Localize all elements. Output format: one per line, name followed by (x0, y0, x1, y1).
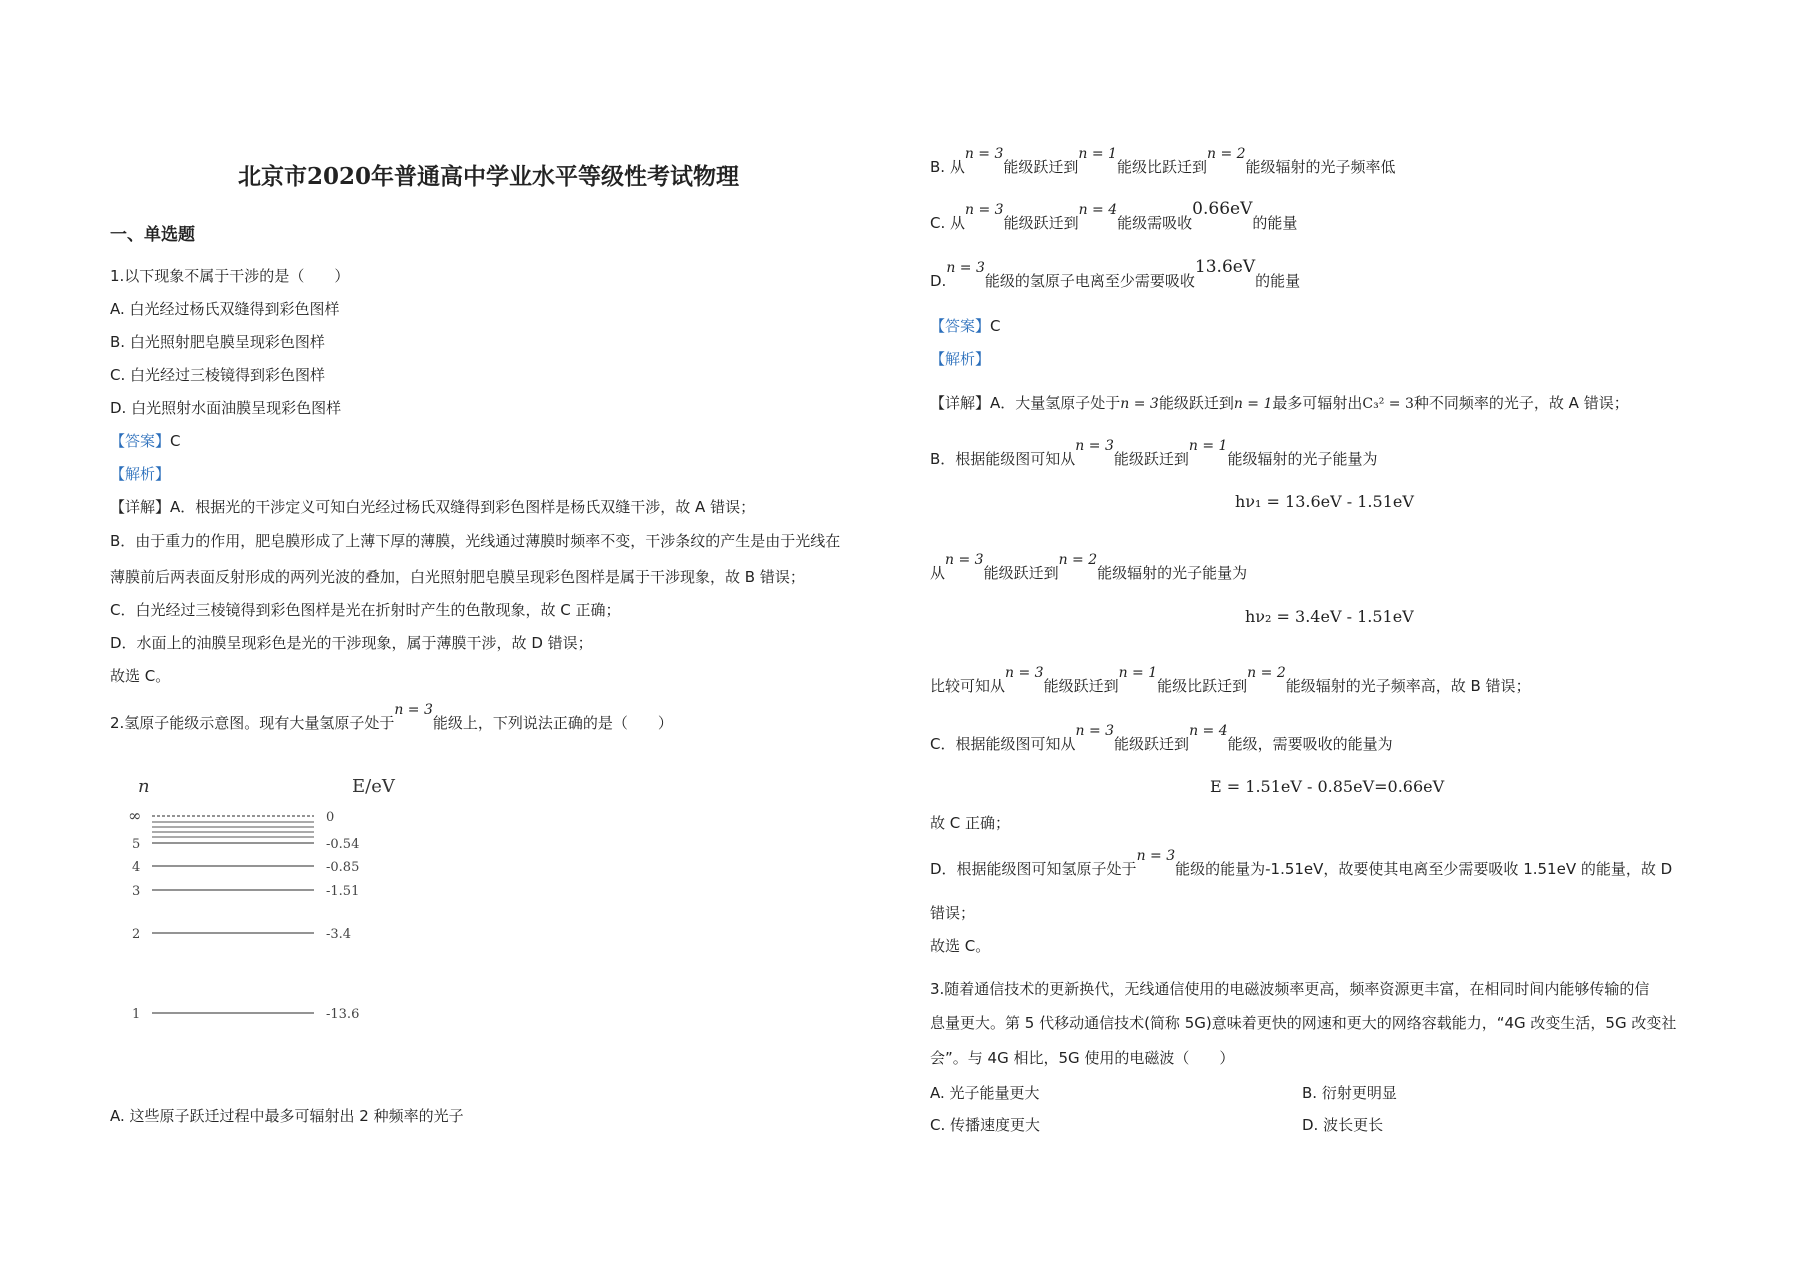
q3-option-d: D. 波长更长 (1302, 1116, 1384, 1134)
q2-stem-text: 2.氢原子能级示意图。现有大量氢原子处于 (110, 714, 395, 732)
q2-optb-math-1: n = 3 (964, 146, 1004, 162)
level-e-label: -0.54 (326, 837, 360, 852)
d4-text-4: 能级辐射的光子频率高，故 B 错误； (1285, 677, 1531, 695)
q2-optb-math-3: n = 2 (1206, 146, 1246, 162)
level-e-label: -0.85 (326, 860, 360, 875)
d2-math-2: n = 1 (1188, 438, 1228, 454)
q2-detail-7 (930, 848, 1673, 879)
q1-stem: 1.以下现象不属于干涉的是（ ） (110, 267, 350, 285)
q2-optb-text: B. 从 (930, 158, 965, 176)
d5-text: C．根据能级图可知从 (930, 735, 1076, 753)
q2-analysis-tag: 【解析】 (930, 350, 991, 368)
q2-optc-text-4: 的能量 (1252, 214, 1298, 232)
q2-optd-text: D. (930, 272, 947, 290)
section-heading: 一、单选题 (110, 225, 195, 245)
q2-detail-6: 故 C 正确； (930, 814, 1011, 832)
d1-text: 【详解】A．大量氢原子处于 (930, 394, 1121, 412)
answer-value: C (990, 317, 1001, 335)
diagram-n-label: n (138, 776, 150, 797)
d4-text-2: 能级跃迁到 (1043, 677, 1119, 695)
equation-2: hν₂ = 3.4eV - 1.51eV (1245, 607, 1414, 626)
q2-detail-8: 错误； (930, 904, 976, 922)
q1-answer (110, 430, 181, 451)
q1-detail-3: 薄膜前后两表面反射形成的两列光波的叠加，白光照射肥皂膜呈现彩色图样是属于干涉现象，故 B 错误； (110, 568, 805, 586)
d4-math-2: n = 1 (1118, 665, 1158, 681)
q2-optb-text-3: 能级比跃迁到 (1116, 158, 1207, 176)
d3-text: 从 (930, 564, 946, 582)
q2-option-b (930, 146, 1396, 177)
level-n-label: 4 (132, 860, 141, 875)
level-e-label: -1.51 (326, 884, 360, 899)
d3-text-2: 能级跃迁到 (983, 564, 1059, 582)
q1-option-d: D. 白光照射水面油膜呈现彩色图样 (110, 399, 342, 417)
q1-detail-5: D．水面上的油膜呈现彩色是光的干涉现象，属于薄膜干涉，故 D 错误； (110, 634, 593, 652)
q2-optb-text-4: 能级辐射的光子频率低 (1245, 158, 1396, 176)
q2-detail-3 (930, 552, 1248, 583)
energy-level-diagram (128, 770, 428, 1040)
d7-text-2: 能级的能量为-1.51eV，故要使其电离至少需要吸收 1.51eV 的能量，故 D (1175, 860, 1673, 878)
q3-line-3: 会”。与 4G 相比，5G 使用的电磁波（ ） (930, 1049, 1235, 1067)
answer-tag: 【答案】 (110, 432, 171, 450)
q2-optb-math-2: n = 1 (1078, 146, 1117, 162)
d1-math-2: n = 1 (1233, 396, 1273, 412)
q2-detail-4 (930, 665, 1531, 696)
q2-detail-2 (930, 438, 1378, 469)
d2-text: B．根据能级图可知从 (930, 450, 1076, 468)
level-e-label: -3.4 (326, 927, 352, 942)
d4-math-1: n = 3 (1005, 665, 1044, 681)
diagram-e-label: E/eV (352, 776, 395, 797)
q2-optd-text-3: 的能量 (1255, 272, 1301, 290)
q2-detail-9: 故选 C。 (930, 937, 991, 955)
d5-math-1: n = 3 (1075, 723, 1115, 739)
d7-math-1: n = 3 (1136, 848, 1176, 864)
q2-option-d (930, 257, 1301, 291)
q2-optc-math-2: n = 4 (1078, 202, 1118, 218)
d1-math-1: n = 3 (1120, 396, 1159, 412)
q2-optd-math-2: 13.6eV (1194, 257, 1256, 277)
equation-1: hν₁ = 13.6eV - 1.51eV (1235, 492, 1414, 511)
q2-optd-math-1: n = 3 (946, 260, 985, 276)
level-n-label: ∞ (128, 806, 142, 825)
level-e-label: 0 (326, 810, 335, 825)
d5-text-3: 能级，需要吸收的能量为 (1227, 735, 1393, 753)
equation-3: E = 1.51eV - 0.85eV=0.66eV (1210, 777, 1445, 796)
d7-text: D．根据能级图可知氢原子处于 (930, 860, 1137, 878)
d5-text-2: 能级跃迁到 (1114, 735, 1190, 753)
q2-optc-text: C. 从 (930, 214, 966, 232)
q1-detail-6: 故选 C。 (110, 667, 171, 685)
d3-math-1: n = 3 (945, 552, 984, 568)
q1-analysis-tag: 【解析】 (110, 465, 171, 483)
q1-detail-4: C．白光经过三棱镜得到彩色图样是光在折射时产生的色散现象，故 C 正确； (110, 601, 621, 619)
q3-option-c: C. 传播速度更大 (930, 1116, 1041, 1134)
d3-text-3: 能级辐射的光子能量为 (1097, 564, 1248, 582)
q2-stem-math: n = 3 (394, 702, 433, 718)
level-n-label: 2 (132, 927, 141, 942)
q2-option-c (930, 199, 1298, 233)
d4-math-3: n = 2 (1247, 665, 1286, 681)
q2-detail-5 (930, 723, 1393, 754)
q2-optc-math-3: 0.66eV (1192, 199, 1253, 219)
q3-option-a: A. 光子能量更大 (930, 1084, 1040, 1102)
level-e-label: -13.6 (326, 1007, 360, 1022)
d2-text-2: 能级跃迁到 (1113, 450, 1189, 468)
level-n-label: 5 (132, 837, 141, 852)
q3-option-b: B. 衍射更明显 (1302, 1084, 1397, 1102)
q1-option-b: B. 白光照射肥皂膜呈现彩色图样 (110, 333, 325, 351)
d1-text-2: 能级跃迁到 (1158, 394, 1234, 412)
q3-line-2: 息量更大。第 5 代移动通信技术(简称 5G)意味着更快的网速和更大的网络容载能力，“4G 改变生活，5G 改变社 (930, 1014, 1677, 1032)
q2-optc-math-1: n = 3 (965, 202, 1004, 218)
d1-text-3: 最多可辐射出 (1272, 394, 1363, 412)
level-n-label: 3 (132, 884, 141, 899)
q2-optc-text-2: 能级跃迁到 (1003, 214, 1079, 232)
d4-text: 比较可知从 (930, 677, 1006, 695)
q2-option-a: A. 这些原子跃迁过程中最多可辐射出 2 种频率的光子 (110, 1107, 464, 1125)
q2-stem (110, 702, 673, 733)
answer-tag: 【答案】 (930, 317, 991, 335)
d2-text-3: 能级辐射的光子能量为 (1227, 450, 1378, 468)
level-n-label: 1 (132, 1007, 141, 1022)
q2-optb-text-2: 能级跃迁到 (1003, 158, 1079, 176)
d5-math-2: n = 4 (1189, 723, 1228, 739)
q1-option-c: C. 白光经过三棱镜得到彩色图样 (110, 366, 326, 384)
d3-math-2: n = 2 (1058, 552, 1098, 568)
q3-line-1: 3.随着通信技术的更新换代，无线通信使用的电磁波频率更高，频率资源更丰富，在相同时间内能够传输的信 (930, 980, 1650, 998)
d4-text-3: 能级比跃迁到 (1157, 677, 1248, 695)
q2-optd-text-2: 能级的氢原子电离至少需要吸收 (984, 272, 1195, 290)
q2-optc-text-3: 能级需吸收 (1117, 214, 1193, 232)
q1-detail-1: 【详解】A．根据光的干涉定义可知白光经过杨氏双缝得到彩色图样是杨氏双缝干涉，故 A 错误； (110, 498, 756, 516)
q2-detail-1 (930, 392, 1629, 413)
q2-stem-text-2: 能级上，下列说法正确的是（ ） (432, 714, 673, 732)
q1-detail-2: B．由于重力的作用，肥皂膜形成了上薄下厚的薄膜，光线通过薄膜时频率不变，干涉条纹的产生是由于光线在 (110, 532, 841, 550)
answer-value: C (170, 432, 181, 450)
q2-answer (930, 315, 1001, 336)
energy-levels (128, 806, 359, 1022)
d1-math-3: C₃² = 3 (1362, 396, 1414, 412)
d2-math-1: n = 3 (1075, 438, 1114, 454)
d1-text-4: 种不同频率的光子，故 A 错误； (1413, 394, 1629, 412)
page-title: 北京市2020年普通高中学业水平等级性考试物理 (238, 163, 740, 190)
q1-option-a: A. 白光经过杨氏双缝得到彩色图样 (110, 300, 340, 318)
